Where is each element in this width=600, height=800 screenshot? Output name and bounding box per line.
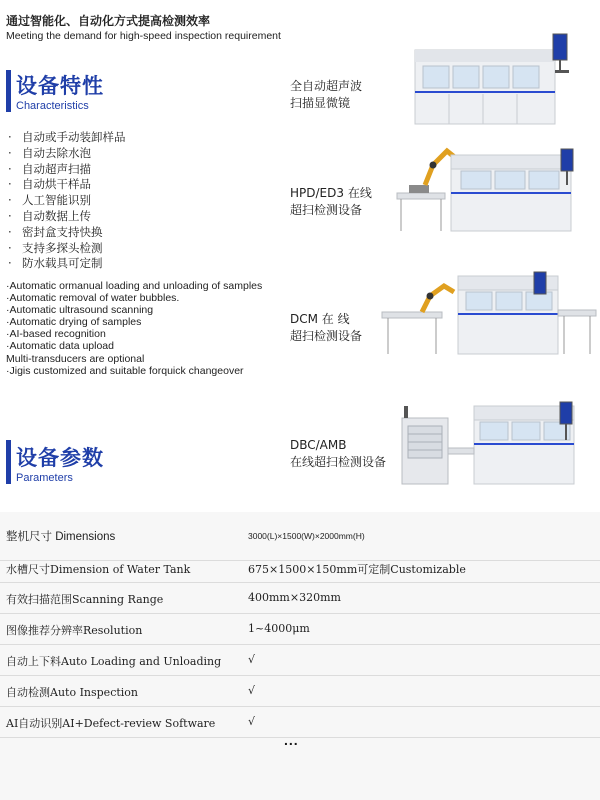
list-item: Multi-transducers are optional [6, 352, 145, 365]
characteristics-en-list [6, 280, 262, 377]
dcm-machine-image [380, 270, 598, 358]
table-row: 图像推荐分辨率Resolution 1~4000μm [0, 614, 600, 645]
list-item: ·Automatic ultrasound scanning [6, 304, 154, 317]
dbc-amb-machine-image [400, 398, 595, 490]
characteristics-cn-list [8, 130, 126, 272]
list-item: · 自动数据上传 [8, 208, 91, 223]
machine-label-4: DBC/AMB 在线超扫检测设备 [290, 438, 387, 469]
more-ellipsis: ... [284, 732, 299, 748]
characteristics-subtitle: Characteristics [16, 100, 89, 112]
list-item: ·Jigis customized and suitable forquick changeover [6, 364, 244, 377]
table-row: 整机尺寸 Dimensions 3000(L)×1500(W)×2000mm(H) [0, 520, 600, 561]
list-item: · 密封盒支持快换 [8, 224, 103, 239]
list-item: ·Automatic removal of water bubbles. [6, 292, 180, 305]
machine-label-1: 全自动超声波 扫描显微镜 [290, 79, 363, 110]
page-title: 通过智能化、自动化方式提高检测效率 [6, 14, 211, 28]
list-item: ·Automatic data upload [6, 340, 114, 353]
machine-label-3: DCM 在 线 超扫检测设备 [290, 312, 363, 343]
parameters-subtitle: Parameters [16, 472, 73, 484]
ultrasonic-microscope-image [405, 30, 595, 128]
table-row: 自动检测Auto Inspection √ [0, 676, 600, 707]
list-item: · 自动烘干样品 [8, 177, 91, 192]
parameters-title: 设备参数 [16, 446, 104, 470]
list-item: ·AI-based recognition [6, 328, 106, 341]
list-item: · 防水载具可定制 [8, 256, 103, 271]
list-item: ·Automatic ormanual loading and unloading of samples [6, 280, 263, 292]
list-item: · 自动或手动装卸样品 [8, 130, 126, 144]
list-item: ·Automatic drying of samples [6, 316, 142, 329]
table-row: 水槽尺寸Dimension of Water Tank 675×1500×150mm可定制Customizable [0, 552, 600, 583]
characteristics-title: 设备特性 [16, 74, 104, 98]
section-accent-bar [6, 70, 11, 112]
machine-label-2: HPD/ED3 在线 超扫检测设备 [290, 186, 372, 217]
list-item: · 自动去除水泡 [8, 145, 91, 160]
parameters-table [0, 512, 600, 800]
page-subtitle: Meeting the demand for high-speed inspection requirement [6, 30, 281, 42]
list-item: · 自动超声扫描 [8, 161, 91, 176]
table-row: 有效扫描范围Scanning Range 400mm×320mm [0, 583, 600, 614]
list-item: · 人工智能识别 [8, 193, 91, 208]
list-item: · 支持多探头检测 [8, 240, 103, 255]
hpd-ed3-machine-image [395, 145, 595, 237]
section-accent-bar [6, 440, 11, 484]
table-row: 自动上下料Auto Loading and Unloading √ [0, 645, 600, 676]
table-row: AI自动识别AI+Defect-review Software √ [0, 707, 600, 738]
